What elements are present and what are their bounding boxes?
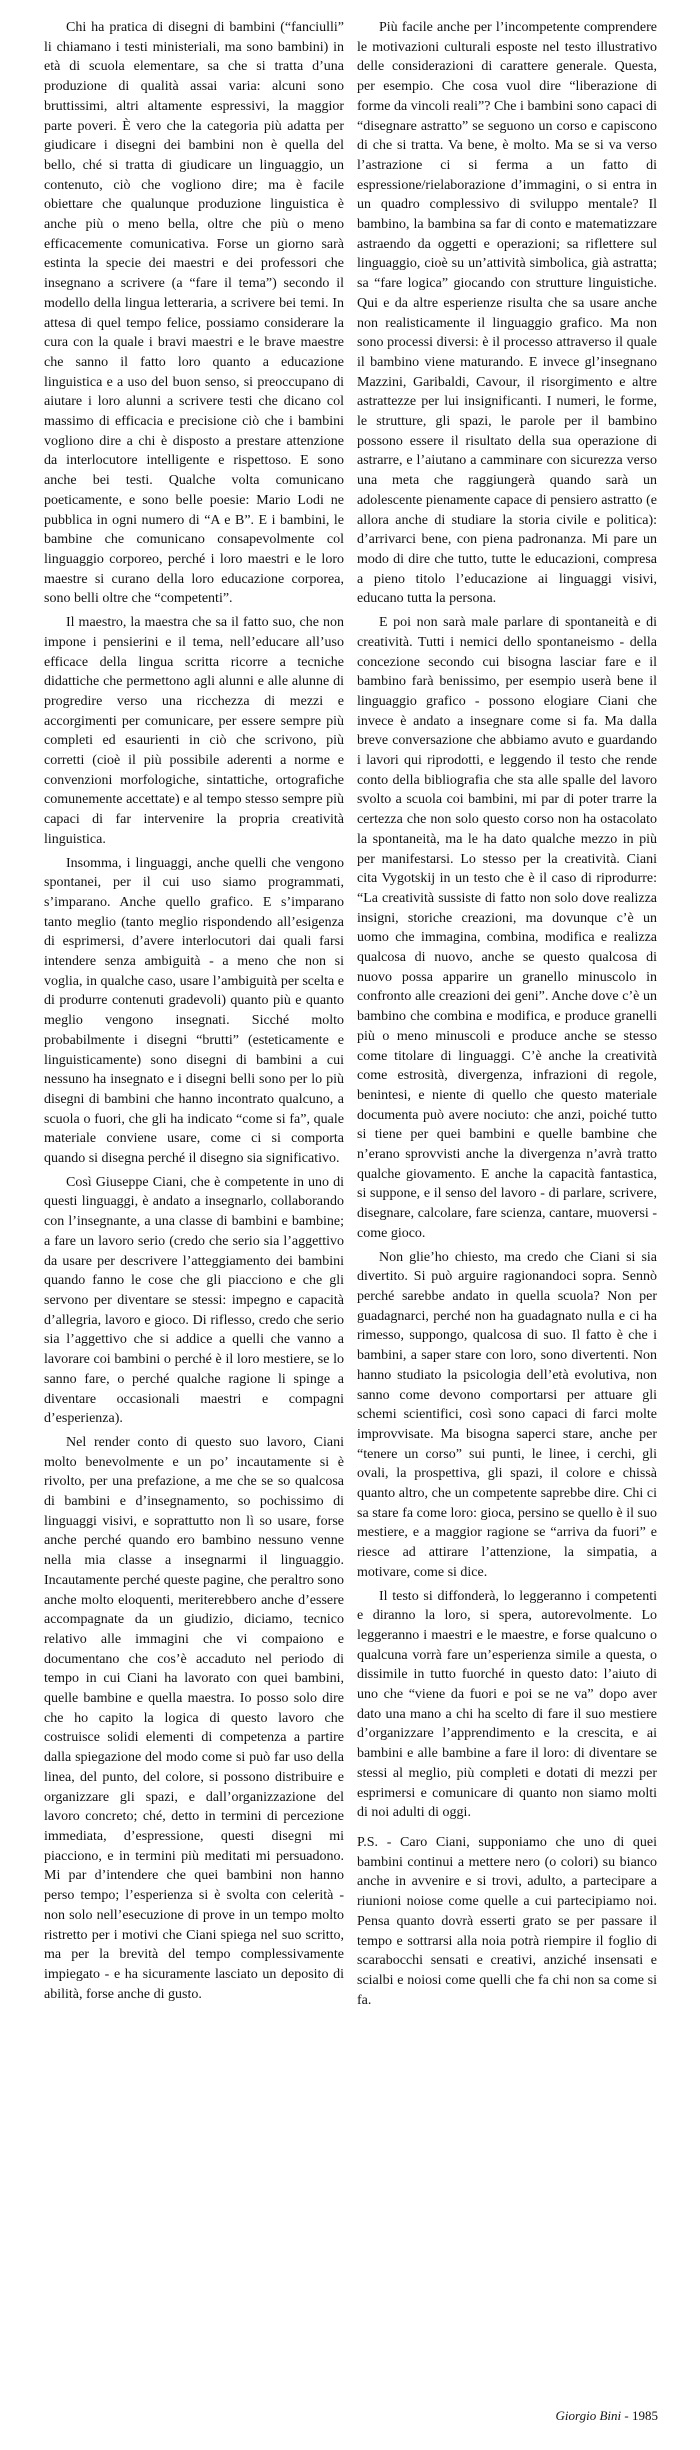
paragraph: E poi non sarà male parlare di spontaneità e di creatività. Tutti i nemici dello spontaneismo - della concezione secondo cui bisogna lasciar fare e il bambino farà benissimo, per esempio userà bene il linguaggio grafico - possono elogiare Ciani che invece è andato a insegnare come si fa. Ma dalla breve conversazione che abbiamo avuto e guardando i lavori qui riprodotti, e leggendo il testo che rende conto della bibliografia che sta alle spalle del lavoro svolto a scuola coi bambini, mi par di poter trarre la certezza che non solo questo corso non ha ostacolato la spontaneità, ma le ha dato qualche mezzo in più per manifestarsi. Lo stesso per la creatività. Ciani cita Vygotskij in un testo che è il caso di riprodurre: “La creatività sussiste di fatto non solo dove realizza insigni, storiche creazioni, ma dovunque c’è un uomo che immagina, combina, modifica e realizza qualcosa di nuovo, anche se questo qualcosa di nuovo possa apparire un granello minuscolo in confronto alle creazioni dei geni”. Anche dove c’è un bambino che combina e modifica, e produce granelli più o meno minuscoli e produce anche se stesso come titolare di linguaggi. C’è anche la creatività come estrosità, divergenza, infrazioni di regole, benintesi, e niente di quello che questo materiale documenta può avere nociuto: che anzi, poiché tutto si tiene per quei bambini e quelle bambine che n’erano sprovvisti anche la divergenza n’avrà tratto qualche giovamento. E anche la capacità fantastica, si suppone, e il senso del lavoro - di parlare, scrivere, disegnare, calcolare, fare scienza, cantare, muoversi - come gioco. xyxy=(357,615,657,1241)
paragraph: Insomma, i linguaggi, anche quelli che vengono spontanei, per il cui uso siamo programmati, s’imparano. Anche quello grafico. E s’imparano tanto meglio (tanto meglio rispondendo all’esigenza di esprimersi, d’avere interlocutori dai quali farsi intendere senza ambiguità - a meno che non si voglia, in qualche caso, usare l’ambiguità per scelta e di produrre contenuti gradevoli) quanto più e quanto meglio vengono insegnati. Sicché molto probabilmente i disegni “brutti” (esteticamente e linguisticamente) sono disegni di bambini a cui nessuno ha insegnato e i disegni belli sono per lo più disegni di bambini che hanno incontrato qualcuno, a scuola o fuori, che gli ha indicato “come si fa”, quale materiale conviene usare, come ci si comporta quando si disegna perché il disegno sia significativo. xyxy=(44,855,344,1167)
paragraph: Così Giuseppe Ciani, che è competente in uno di questi linguaggi, è andato a insegnarlo, collaborando con l’insegnante, a una classe di bambini e bambine; a fare un lavoro serio (credo che serio sia l’aggettivo da usare per descrivere l’atteggiamento dei bambini quando fanno le cose che gli piacciono e che gli servono per diventare se stessi: impegno e capacità d’allegria, lavoro e gioco. Di riflesso, credo che serio sia l’aggettivo che si addice a quelli che vanno a lavorare coi bambini o perché è il loro mestiere, se lo sanno fare, o perché qualche ragione li spinge a diventare occasionali maestri e compagni d’esperienza). xyxy=(44,1174,344,1427)
paragraph: Più facile anche per l’incompetente comprendere le motivazioni culturali esposte nel testo illustrativo delle considerazioni di carattere generale. Questa, per esempio. Che cosa vuol dire “liberazione di forme da vincoli reali”? Che i bambini sono capaci di “disegnare astratto” se seguono un corso e capiscono di che si tratta. Va bene, è molto. Ma se si va verso l’astrazione ci si ferma a un fatto di espressione/rielaborazione d’immagini, o si entra in un quadro complessivo di sviluppo mentale? Il bambino, la bambina sa far di conto e matematizzare astraendo da oggetti e operazioni; sa riflettere sul linguaggio, cioè su un’attività simbolica, già astratta; sa “fare logica” giocando con strutture linguistiche. Qui e da altre esperienze risulta che sa usare anche non realisticamente il linguaggio grafico. Ma non sono processi diversi: è il processo attraverso il quale il bambino viene maturando. E invece gl’insegnano Mazzini, Garibaldi, Cavour, il risorgimento e altre astrattezze per lui insignificanti. I numeri, le forme, le strutture, gli spazi, le parole per il bambino possono essere il risultato della sua operazione di astrarre, e l’aiutano a camminare con sicurezza verso una meta che raggiungerà quando sarà un adolescente pienamente capace di pensiero astratto (e allora anche di studiare la storia civile e politica): d’arrivarci bene, con piena padronanza. Mi pare un modo di dire che tutto, tutte le educazioni, compresa a pieno titolo l’educazione ai linguaggi visivi, educano tutta la persona. xyxy=(357,20,657,607)
left-column xyxy=(44,18,344,2004)
separator: - xyxy=(624,2408,632,2423)
signature xyxy=(556,2408,658,2424)
paragraph: Chi ha pratica di disegni di bambini (“fanciulli” li chiamano i testi ministeriali, ma sono bambini) in età di scuola elementare, sa che si tratta d’una produzione di qualità assai varia: alcuni sono bruttissimi, altri altamente espressivi, la maggior parte poveri. È vero che la categoria più adatta per giudicare i disegni dei bambini non è quella del bello, ché si tratta di giudicare un linguaggio, un contenuto, ciò che vogliono dire; ma è facile obiettare che qualunque produzione linguistica è anche più o meno bella, oltre che più o meno efficacemente comunicativa. Forse un giorno sarà estinta la specie dei maestri e dei professori che insegnano a scrivere (a “fare il tema”) secondo il modello della lingua letteraria, a scrivere bei temi. In attesa di quel tempo felice, possiamo considerare la cura con la quale i bravi maestri e le brave maestre che sanno il fatto loro quanto a educazione linguistica e a uso del buon senso, si preoccupano di aiutare i loro alunni a scrivere testi che dicano col massimo di efficacia e precisione ciò che i bambini vogliono dire a chi è disposto a prestare attenzione da interlocutore intelligente e rispettoso. E sono anche bei testi. Qualche volta comunicano poeticamente, e sono belle poesie: Mario Lodi ne pubblica in ogni numero di “A e B”. E i bambini, le bambine che comunicano consapevolmente col linguaggio corporeo, perché i loro maestri e le loro maestre si curano della loro educazione corporea, sono belli oltre che “competenti”. xyxy=(44,20,344,607)
postscript: P.S. - Caro Ciani, supponiamo che uno di quei bambini continui a mettere nero (o colori) su bianco anche in avvenire e si trovi, adulto, a partecipare a riunioni noiose come quelle a cui partecipiamo noi. Pensa quanto dovrà esserti grato se per passare il tempo e sottrarsi alla noia potrà riempire il foglio di scarabocchi sensati e creativi, anziché insensati e scialbi e noiosi come quelli che fa chi non sa come si fa. xyxy=(357,1834,657,2008)
year: 1985 xyxy=(632,2408,658,2423)
paragraph: Nel render conto di questo suo lavoro, Ciani molto benevolmente e un po’ incautamente si è rivolto, per una prefazione, a me che se so qualcosa di bambini e d’insegnamento, so pochissimo di linguaggi visivi, e soprattutto non lì so usare, forse anche perché quando ero bambino nessuno venne nella mia classe a insegnarmi il linguaggio. Incautamente perché queste pagine, che peraltro sono anche molto eloquenti, meriterebbero anche d’essere accompagnate da un giudizio, diciamo, tecnico relativo alle immagini che vi compaiono e documentano che cos’è accaduto nel periodo di tempo in cui Ciani ha lavorato con quei bambini, quelle bambine e quella maestra. Io posso solo dire che ho capito la logica di questo lavoro che costruisce solidi elementi di competenza a partire dalla spiegazione del modo come si può far uso della linea, del punto, del colore, si possono distribuire e organizzare gli spazi, e dall’organizzazione del lavoro concreto; ché, detto in termini di percezione immediata, d’espressione, questi disegni mi piacciono, e in termini più meditati mi persuadono. Mi par d’intendere che quei bambini non hanno perso tempo; l’esperienza si è svolta con celerità - non solo nell’esecuzione di prove in un tempo molto ristretto per i motivi che Ciani spiega nel suo scritto, ma per la brevità del tempo complessivamente impiegato - e ha sicuramente lasciato un deposito di abilità, forse anche di gusto. xyxy=(44,1434,344,2002)
paragraph: Il maestro, la maestra che sa il fatto suo, che non impone i pensierini e il tema, nell’educare all’uso efficace della lingua scritta ricorre a tecniche didattiche che permettono agli alunni e alle alunne di progredire verso una ricchezza di mezzi e accorgimenti per comunicare, per essere sempre più completi ed esaurienti in ciò che scrivono, più corretti (cioè il più possibile aderenti a norme e convenzioni morfologiche, sintattiche, ortografiche comunemente accettate) e al tempo stesso sempre più capaci di far intervenire la propria creatività linguistica. xyxy=(44,615,344,847)
paragraph: Non glie’ho chiesto, ma credo che Ciani si sia divertito. Si può arguire ragionandoci sopra. Sennò perché sarebbe andato in quella scuola? Non per guadagnarci, perché non ha guadagnato nulla e ci ha rimesso, suppongo, qualcosa di suo. Il fatto è che i bambini, a saper stare con loro, sono divertenti. Non hanno studiato la psicologia dell’età evolutiva, non sanno come devono comportarsi per attuare gli schemi scientifici, così sono capaci di farci molte improvvisate. Ma bisogna saperci stare, anche per “tenere un corso” sui punti, le linee, i cerchi, gli ovali, la prospettiva, gli spazi, il colore e chissà quanto altro, che un competente saprebbe dire. Chi ci sa stare fa come loro: gioca, persino se quello è il suo mestiere, e a maggior ragione se “arriva da fuori” e riesce ad attirare l’attenzione, la simpatia, a motivare, come si dice. xyxy=(357,1249,657,1580)
right-column xyxy=(357,18,657,2010)
author-name: Giorgio Bini xyxy=(555,2408,622,2423)
paragraph: Il testo si diffonderà, lo leggeranno i competenti e diranno la loro, si spera, autorevolmente. Lo leggeranno i maestri e le maestre, e forse qualcuno o qualcuna vorrà fare un’esperienza simile a questa, o dissimile in tutto fuorché in questo dato: l’aiuto di uno che “viene da fuori e poi se ne va” dopo aver dato una mano a chi ha scelto di fare il suo mestiere d’organizzare l’apprendimento e la crescita, e ai bambini e alle bambine a fare il loro: di diventare se stessi al meglio, più completi e dotati di mezzi per esprimersi e comunicare di quanto non siamo molti di noi adulti di oggi. xyxy=(357,1588,657,1821)
